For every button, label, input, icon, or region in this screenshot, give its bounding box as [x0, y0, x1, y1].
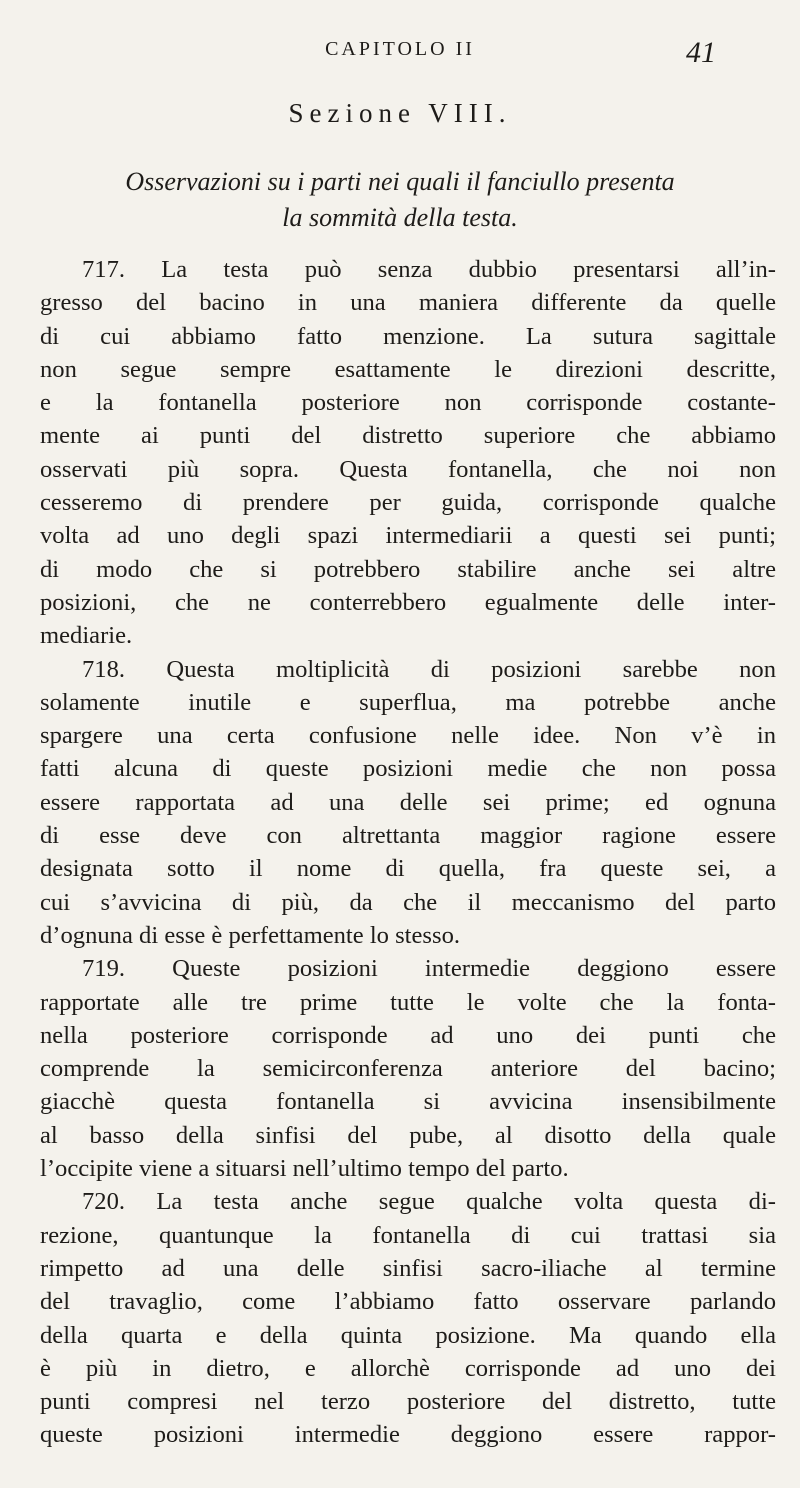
text-line: di cui abbiamo fatto menzione. La sutura sagittale — [40, 322, 776, 350]
text-line: d’ognuna di esse è perfettamente lo stesso. — [40, 921, 461, 949]
text-line: e la fontanella posteriore non corrisponde costante- — [40, 389, 776, 417]
text-line: mediarie. — [40, 622, 133, 650]
text-line: designata sotto il nome di quella, fra queste sei, a — [40, 855, 776, 883]
chapter-heading: CAPITOLO II — [325, 38, 475, 60]
text-line: punti compresi nel terzo posteriore del distretto, tutte — [40, 1388, 776, 1416]
subtitle-line: Osservazioni su i parti nei quali il fanciullo presenta — [125, 167, 675, 196]
text-line: cesseremo di prendere per guida, corrisponde qualche — [40, 489, 776, 517]
text-line: l’occipite viene a situarsi nell’ultimo tempo del parto. — [40, 1155, 569, 1183]
text-line: nella posteriore corrisponde ad uno dei punti che — [40, 1021, 776, 1049]
subtitle-line: la sommità della testa. — [282, 203, 518, 232]
text-line: queste posizioni intermedie deggiono essere rappor- — [40, 1421, 776, 1449]
section-title: Sezione VIII. — [288, 98, 512, 128]
paragraph-717-line: 717. La testa può senza dubbio presentarsi all’in- — [82, 256, 776, 283]
page-number: 41 — [686, 36, 716, 69]
text-line: solamente inutile e superflua, ma potrebbe anche — [40, 688, 776, 716]
text-line: giacchè questa fontanella si avvicina insensibilmente — [40, 1088, 776, 1116]
text-line: comprende la semicirconferenza anteriore del bacino; — [40, 1055, 776, 1083]
paragraph-718-line: 718. Questa moltiplicità di posizioni sarebbe non — [82, 655, 776, 683]
text-line: cui s’avvicina di più, da che il meccanismo del parto — [40, 888, 776, 916]
text-line: al basso della sinfisi del pube, al disotto della quale — [40, 1121, 776, 1149]
text-line: volta ad uno degli spazi intermediarii a questi sei punti; — [40, 522, 776, 550]
text-line: fatti alcuna di queste posizioni medie che non possa — [40, 755, 776, 783]
text-line: rimpetto ad una delle sinfisi sacro-iliache al termine — [40, 1254, 776, 1282]
section-subtitle — [40, 164, 760, 236]
text-line: osservati più sopra. Questa fontanella, che noi non — [40, 455, 776, 483]
text-line: posizioni, che ne conterrebbero egualmente delle inter- — [40, 588, 776, 616]
text-line: rapportate alle tre prime tutte le volte che la fonta- — [40, 988, 776, 1016]
running-head — [0, 36, 800, 76]
text-line: di esse deve con altrettanta maggior ragione essere — [40, 822, 776, 850]
text-line: del travaglio, come l’abbiamo fatto osservare parlando — [40, 1288, 776, 1316]
text-line: di modo che si potrebbero stabilire anche sei altre — [40, 555, 776, 583]
text-line: spargere una certa confusione nelle idee. Non v’è in — [40, 722, 776, 750]
text-line: mente ai punti del distretto superiore che abbiamo — [40, 422, 776, 450]
paragraph-720-line: 720. La testa anche segue qualche volta questa di- — [82, 1188, 776, 1216]
body-text — [40, 253, 776, 1452]
paragraph-719-line: 719. Queste posizioni intermedie deggiono essere — [82, 955, 776, 983]
text-line: rezione, quantunque la fontanella di cui trattasi sia — [40, 1221, 776, 1249]
text-line: è più in dietro, e allorchè corrisponde ad uno dei — [40, 1354, 776, 1382]
text-line: non segue sempre esattamente le direzioni descritte, — [40, 355, 776, 383]
text-line: gresso del bacino in una maniera differente da quelle — [40, 289, 776, 317]
text-line: della quarta e della quinta posizione. Ma quando ella — [40, 1321, 776, 1349]
text-line: essere rapportata ad una delle sei prime; ed ognuna — [40, 788, 776, 816]
